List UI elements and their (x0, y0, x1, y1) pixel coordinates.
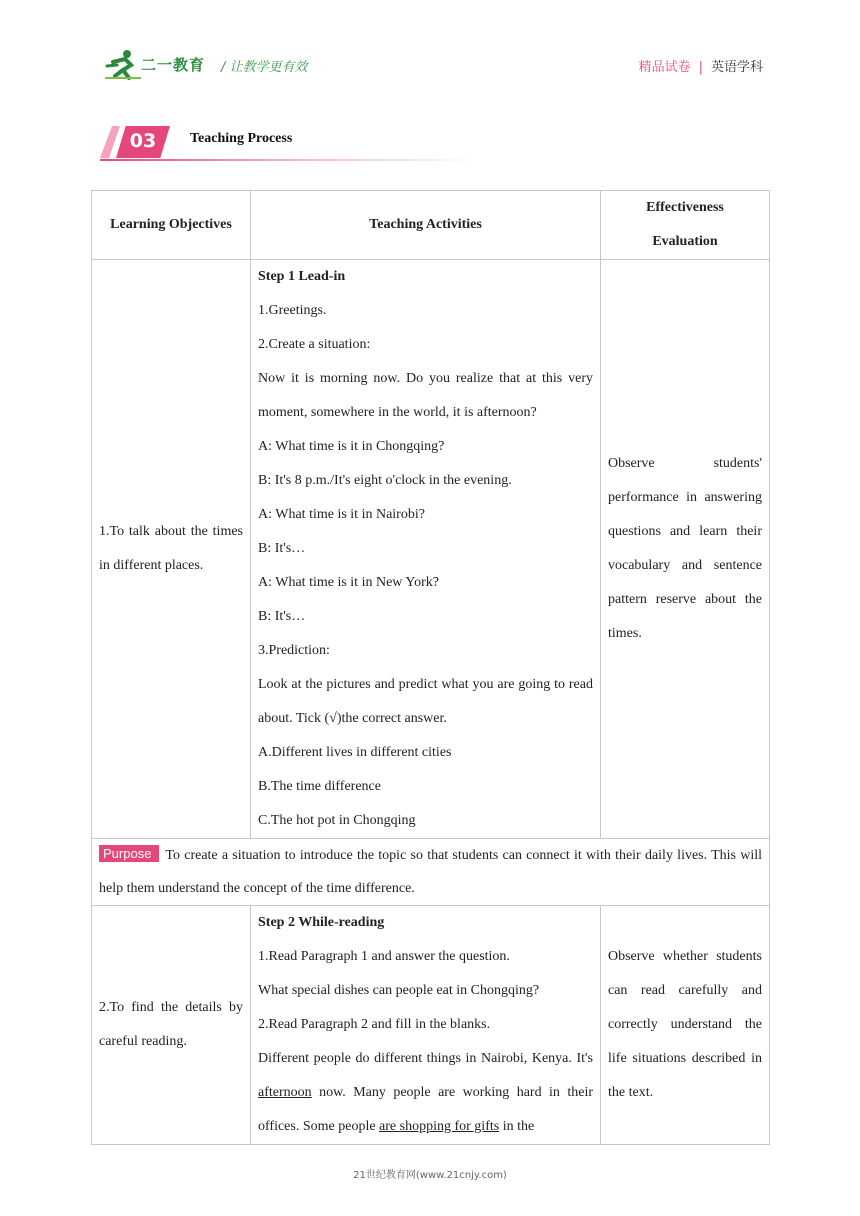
evaluation-cell: Observe students' performance in answering questions and learn their vocabulary and sentence pattern reserve about the times. (601, 260, 770, 839)
logo-text: 二一教育 (141, 56, 206, 74)
activity-line: 1.Read Paragraph 1 and answer the question. (258, 949, 510, 964)
activity-line: Now it is morning now. Do you realize that at this very moment, somewhere in the world, it is afternoon? (258, 371, 593, 420)
filled-blank: afternoon (258, 1085, 312, 1100)
activity-line: B.The time difference (258, 779, 381, 794)
purpose-badge: Purpose (99, 845, 159, 862)
header-evaluation-line2: Evaluation (652, 234, 718, 249)
subject-label: 英语学科 (710, 60, 763, 75)
section-title: Teaching Process (190, 131, 293, 146)
activity-line: 1.Greetings. (258, 303, 327, 318)
brand-logo (103, 48, 213, 82)
paragraph-text: now. Many people are working hard in their offices. Some people (258, 1085, 593, 1134)
activity-line: A: What time is it in Chongqing? (258, 439, 445, 454)
teaching-process-table (91, 190, 770, 1145)
activity-line: What special dishes can people eat in Chongqing? (258, 983, 540, 998)
objective-cell: 2.To find the details by careful reading. (92, 906, 251, 1145)
header-subject (639, 56, 763, 75)
activity-line: A.Different lives in different cities (258, 745, 452, 760)
purpose-row (92, 839, 770, 906)
table-header-row (92, 191, 770, 260)
paragraph-text: in the (499, 1119, 535, 1134)
purpose-text: To create a situation to introduce the topic so that students can connect it with their daily lives. This will help them understand the concept of the time difference. (99, 848, 762, 896)
runner-logo-icon (103, 48, 143, 82)
page-footer: 21世纪教育网(www.21cnjy.com) (353, 1170, 507, 1181)
activity-line: C.The hot pot in Chongqing (258, 813, 416, 828)
header-objectives: Learning Objectives (92, 191, 251, 260)
header-activities: Teaching Activities (251, 191, 601, 260)
evaluation-cell: Observe whether students can read carefully and correctly understand the life situations described in the text. (601, 906, 770, 1145)
header-separator: | (698, 60, 703, 75)
purpose-cell (92, 839, 770, 906)
step-title: Step 2 While-reading (258, 915, 385, 930)
slogan: / 让教学更有效 (221, 60, 308, 75)
activity-line: B: It's… (258, 609, 306, 624)
section-underline (100, 159, 480, 161)
activity-line: B: It's… (258, 541, 306, 556)
activities-cell (251, 260, 601, 839)
activity-line: 2.Create a situation: (258, 337, 371, 352)
table-row (92, 906, 770, 1145)
activity-line: Look at the pictures and predict what you are going to read about. Tick (√)the correct answer. (258, 677, 593, 726)
activities-cell (251, 906, 601, 1145)
step-title: Step 1 Lead-in (258, 269, 346, 284)
paragraph-text: Different people do different things in Nairobi, Kenya. It's (258, 1051, 593, 1066)
activity-line: B: It's 8 p.m./It's eight o'clock in the evening. (258, 473, 512, 488)
header-label: 精品试卷 (638, 60, 691, 75)
activity-line: A: What time is it in New York? (258, 575, 439, 590)
fill-blank-paragraph (258, 1042, 593, 1144)
filled-blank: are shopping for gifts (379, 1119, 500, 1134)
activity-line: A: What time is it in Nairobi? (258, 507, 425, 522)
header-evaluation-line1: Effectiveness (646, 200, 724, 215)
section-heading (100, 124, 480, 162)
page-header (103, 48, 763, 82)
activity-line: 3.Prediction: (258, 643, 330, 658)
table-row (92, 260, 770, 839)
activity-line: 2.Read Paragraph 2 and fill in the blanks. (258, 1017, 491, 1032)
objective-cell: 1.To talk about the times in different places. (92, 260, 251, 839)
section-number: 03 (129, 130, 157, 152)
header-evaluation (601, 191, 770, 260)
